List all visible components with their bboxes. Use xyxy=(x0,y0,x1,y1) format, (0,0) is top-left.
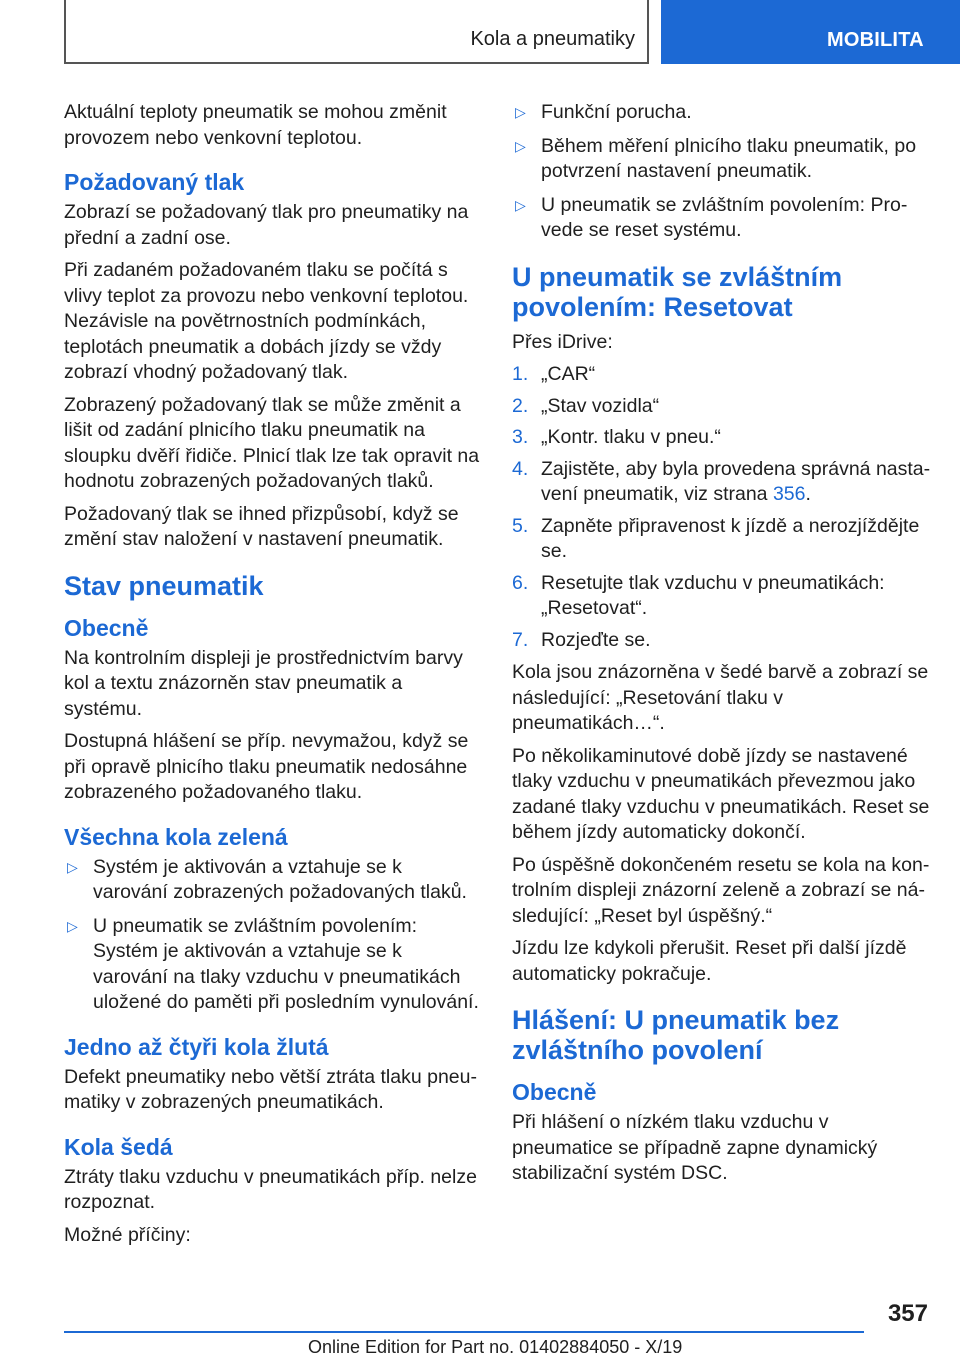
right-column xyxy=(512,100,932,1194)
footer-divider xyxy=(64,1331,864,1333)
section-title: Kola a pneumatiky xyxy=(470,28,635,50)
bullet-list-zelena xyxy=(64,855,480,1016)
paragraph: Jízdu lze kdykoli přerušit. Reset při další jízdě automaticky pokračuje. xyxy=(512,937,907,985)
paragraph: Při hlášení o nízkém tlaku vzduchu v pneumatice se případně zapne dynamický stabilizační systém DSC. xyxy=(512,1111,878,1184)
paragraph: Defekt pneumatiky nebo větší ztráta tlaku pneumatiky v zobrazených pneumatikách. xyxy=(64,1065,477,1113)
step-item: 6. Resetujte tlak vzduchu v pneumatikách: „Resetovat“. xyxy=(512,571,885,619)
paragraph: Dostupná hlášení se příp. nevymažou, když se při opravě plnicího tlaku pneumatik nedosáhne zobrazeného požadovaného tlaku. xyxy=(64,730,469,803)
triangle-right-outline-icon: ▷ xyxy=(67,858,78,875)
paragraph: Možné příčiny: xyxy=(64,1223,191,1246)
heading-kola-seda: Kola šedá xyxy=(64,1133,173,1160)
paragraph: Při zadaném požadovaném tlaku se počítá s vlivy teplot za provozu nebo venkovní teplotou. Nezávisle na povětrnostních podmínkách, teplotách pneumatik a dobách jízdy se vždy zobrazí vhodný požadovaný tlak. xyxy=(64,259,469,383)
step-item: 7. Rozjeďte se. xyxy=(512,628,651,651)
triangle-right-outline-icon: ▷ xyxy=(515,104,526,120)
heading-hlaseni: Hlášení: U pneumatik bez zvláštního povolení xyxy=(512,1005,840,1065)
bullet-list-priciny xyxy=(512,100,932,244)
section-header-box xyxy=(64,0,649,64)
paragraph: Přes iDrive: xyxy=(512,330,613,353)
step-item: 3. „Kontr. tlaku v pneu.“ xyxy=(512,426,721,448)
step-item: 5. Zapněte připravenost k jízdě a nerozjíždějte se. xyxy=(512,514,920,562)
heading-obecne: Obecně xyxy=(64,614,149,641)
page-header xyxy=(0,0,960,64)
heading-obecne: Obecně xyxy=(512,1079,597,1105)
steps-list xyxy=(512,362,932,653)
chapter-tab xyxy=(661,0,960,64)
triangle-right-outline-icon: ▷ xyxy=(515,196,526,213)
step-item: 4. Zajistěte, aby byla provedena správná nastavení pneumatik, viz strana 356. xyxy=(512,457,931,505)
paragraph: Kola jsou znázorněna v šedé barvě a zobrazí se následující: „Resetování tlaku v pneumatikách…“. xyxy=(512,661,929,734)
left-column xyxy=(64,100,480,1255)
step-item: 1. „CAR“ xyxy=(512,363,596,385)
triangle-right-outline-icon: ▷ xyxy=(67,917,78,934)
heading-jedno-az-ctyri-kola-zluta: Jedno až čtyři kola žlutá xyxy=(64,1033,329,1060)
intro-paragraph: Aktuální teploty pneumatik se mohou změnit provozem nebo venkovní teplotou. xyxy=(64,101,447,149)
heading-reset: U pneumatik se zvláštním povolením: Resetovat xyxy=(512,261,843,322)
paragraph: Požadovaný tlak se ihned přizpůsobí, když se změní stav naložení v nastavení pneumatik. xyxy=(64,502,459,550)
footer-edition: Online Edition for Part no. 01402884050 - X/19 xyxy=(308,1337,683,1357)
chapter-tab-label: MOBILITA xyxy=(827,29,924,51)
heading-stav-pneumatik: Stav pneumatik xyxy=(64,570,264,601)
list-item: ▷ U pneumatik se zvláštním povolením: Systém je aktivován a vztahuje se k varování na tlaky vzduchu v pneumatikách uložené do paměti při posledním vynulování. xyxy=(67,914,479,1013)
paragraph: Zobrazí se požadovaný tlak pro pneumatiky na přední a zadní ose. xyxy=(64,201,469,249)
list-item: ▷ Během měření plnicího tlaku pneumatik, po potvrzení nastavení pneumatik. xyxy=(515,134,917,182)
page-number: 357 xyxy=(887,1300,928,1327)
heading-pozadovany-tlak: Požadovaný tlak xyxy=(64,169,245,195)
paragraph: Zobrazený požadovaný tlak se může změnit a lišit od zadání plnicího tlaku pneumatik na sloupku dvěří řidiče. Plnicí tlak lze tak opravit na hodnotu zobrazených požadovaných tlaků. xyxy=(64,393,480,492)
triangle-right-outline-icon: ▷ xyxy=(515,137,526,154)
heading-vsechna-kola-zelena: Všechna kola zelená xyxy=(64,823,288,850)
paragraph: Na kontrolním displeji je prostřednictvím barvy kol a textu znázorněn stav pneumatik a systému. xyxy=(64,646,463,720)
paragraph: Po úspěšně dokončeném resetu se kola na kontrolním displeji znázorní zeleně a zobrazí se následující: „Reset byl úspěšný.“ xyxy=(512,853,930,927)
paragraph: Ztráty tlaku vzduchu v pneumatikách příp. nelze rozpoznat. xyxy=(64,1165,477,1213)
paragraph: Po několikaminutové době jízdy se nastavené tlaky vzduchu v pneumatikách převezmou jako zadané tlaky vzduchu v pneumatikách. Reset se během jízdy automaticky dokončí. xyxy=(512,744,930,843)
step-item: 2. „Stav vozidla“ xyxy=(512,394,660,417)
list-item: ▷ Systém je aktivován a vztahuje se k varování zobrazených požadovaných tlaků. xyxy=(67,855,467,903)
list-item: ▷ Funkční porucha. xyxy=(512,100,932,126)
page-link-356[interactable]: 356 xyxy=(772,483,806,505)
list-item: ▷ U pneumatik se zvláštním povolením: Provede se reset systému. xyxy=(515,193,908,241)
